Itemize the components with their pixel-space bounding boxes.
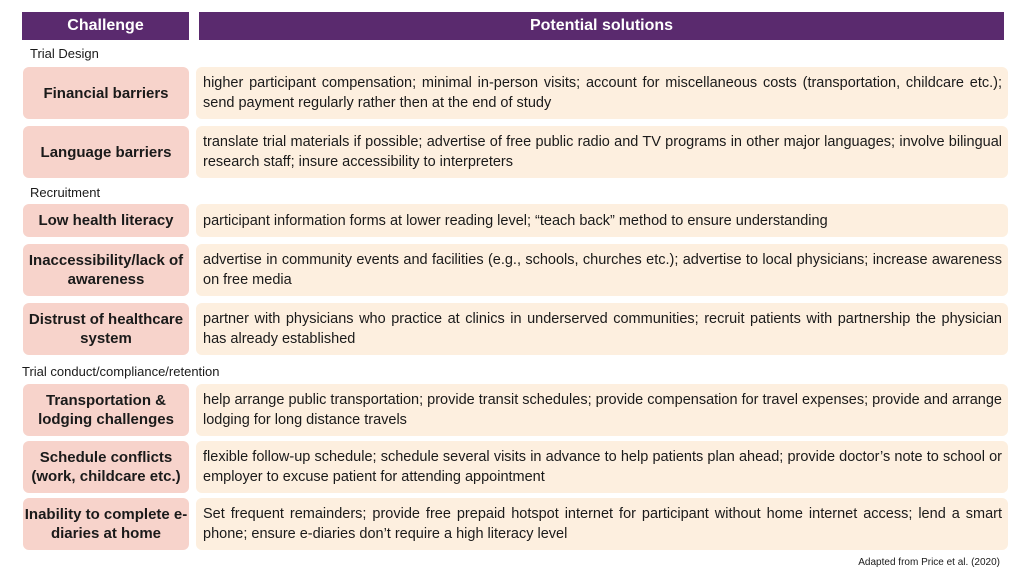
section-title-recruitment: Recruitment <box>30 185 101 200</box>
challenge-distrust-healthcare: Distrust of healthcare system <box>23 303 189 355</box>
challenge-column-header: Challenge <box>22 12 189 40</box>
solution-text: participant information forms at lower reading level; “teach back” method to ensure understanding <box>203 212 828 229</box>
solution-text: Set frequent remainders; provide free prepaid hotspot internet for participant without home internet access; lend a smart phone; ensure e-diaries don’t require a high literacy level <box>203 506 1002 542</box>
challenge-financial-barriers: Financial barriers <box>23 67 189 119</box>
solution-text: translate trial materials if possible; advertise of free public radio and TV programs in other major languages; involve bilingual research staff; insure accessibility to interpreters <box>203 134 1002 170</box>
solution-language-barriers <box>196 126 1008 178</box>
solution-e-diaries <box>196 498 1008 550</box>
solution-text: advertise in community events and facilities (e.g., schools, churches etc.); advertise to local physicians; increase awareness on free media <box>203 252 1002 288</box>
section-title-trial-conduct: Trial conduct/compliance/retention <box>22 364 220 379</box>
challenge-low-health-literacy: Low health literacy <box>23 204 189 237</box>
section-title-trial-design: Trial Design <box>30 46 99 61</box>
source-footnote: Adapted from Price et al. (2020) <box>858 557 1000 568</box>
solutions-column-header: Potential solutions <box>199 12 1004 40</box>
solution-low-health-literacy <box>196 204 1008 237</box>
solution-inaccessibility <box>196 244 1008 296</box>
solution-text: higher participant compensation; minimal in-person visits; account for miscellaneous costs (transportation, childcare etc.); send payment regularly rather then at the end of study <box>203 75 1002 111</box>
solution-text: partner with physicians who practice at clinics in underserved communities; recruit patients with partnership the physician has already established <box>203 311 1002 347</box>
solution-schedule-conflicts <box>196 441 1008 493</box>
challenge-inaccessibility: Inaccessibility/lack of awareness <box>23 244 189 296</box>
challenge-language-barriers: Language barriers <box>23 126 189 178</box>
solution-distrust-healthcare <box>196 303 1008 355</box>
solution-text: help arrange public transportation; provide transit schedules; provide compensation for travel expenses; provide and arrange lodging for long distance travels <box>203 392 1002 428</box>
solution-text: flexible follow-up schedule; schedule several visits in advance to help patients plan ahead; provide doctor’s note to school or employer to excuse patient for attending appointment <box>203 449 1002 485</box>
solution-transportation-lodging <box>196 384 1008 436</box>
challenge-transportation-lodging: Transportation & lodging challenges <box>23 384 189 436</box>
challenge-schedule-conflicts: Schedule conflicts (work, childcare etc.) <box>23 441 189 493</box>
solution-financial-barriers <box>196 67 1008 119</box>
challenge-e-diaries: Inability to complete e-diaries at home <box>23 498 189 550</box>
